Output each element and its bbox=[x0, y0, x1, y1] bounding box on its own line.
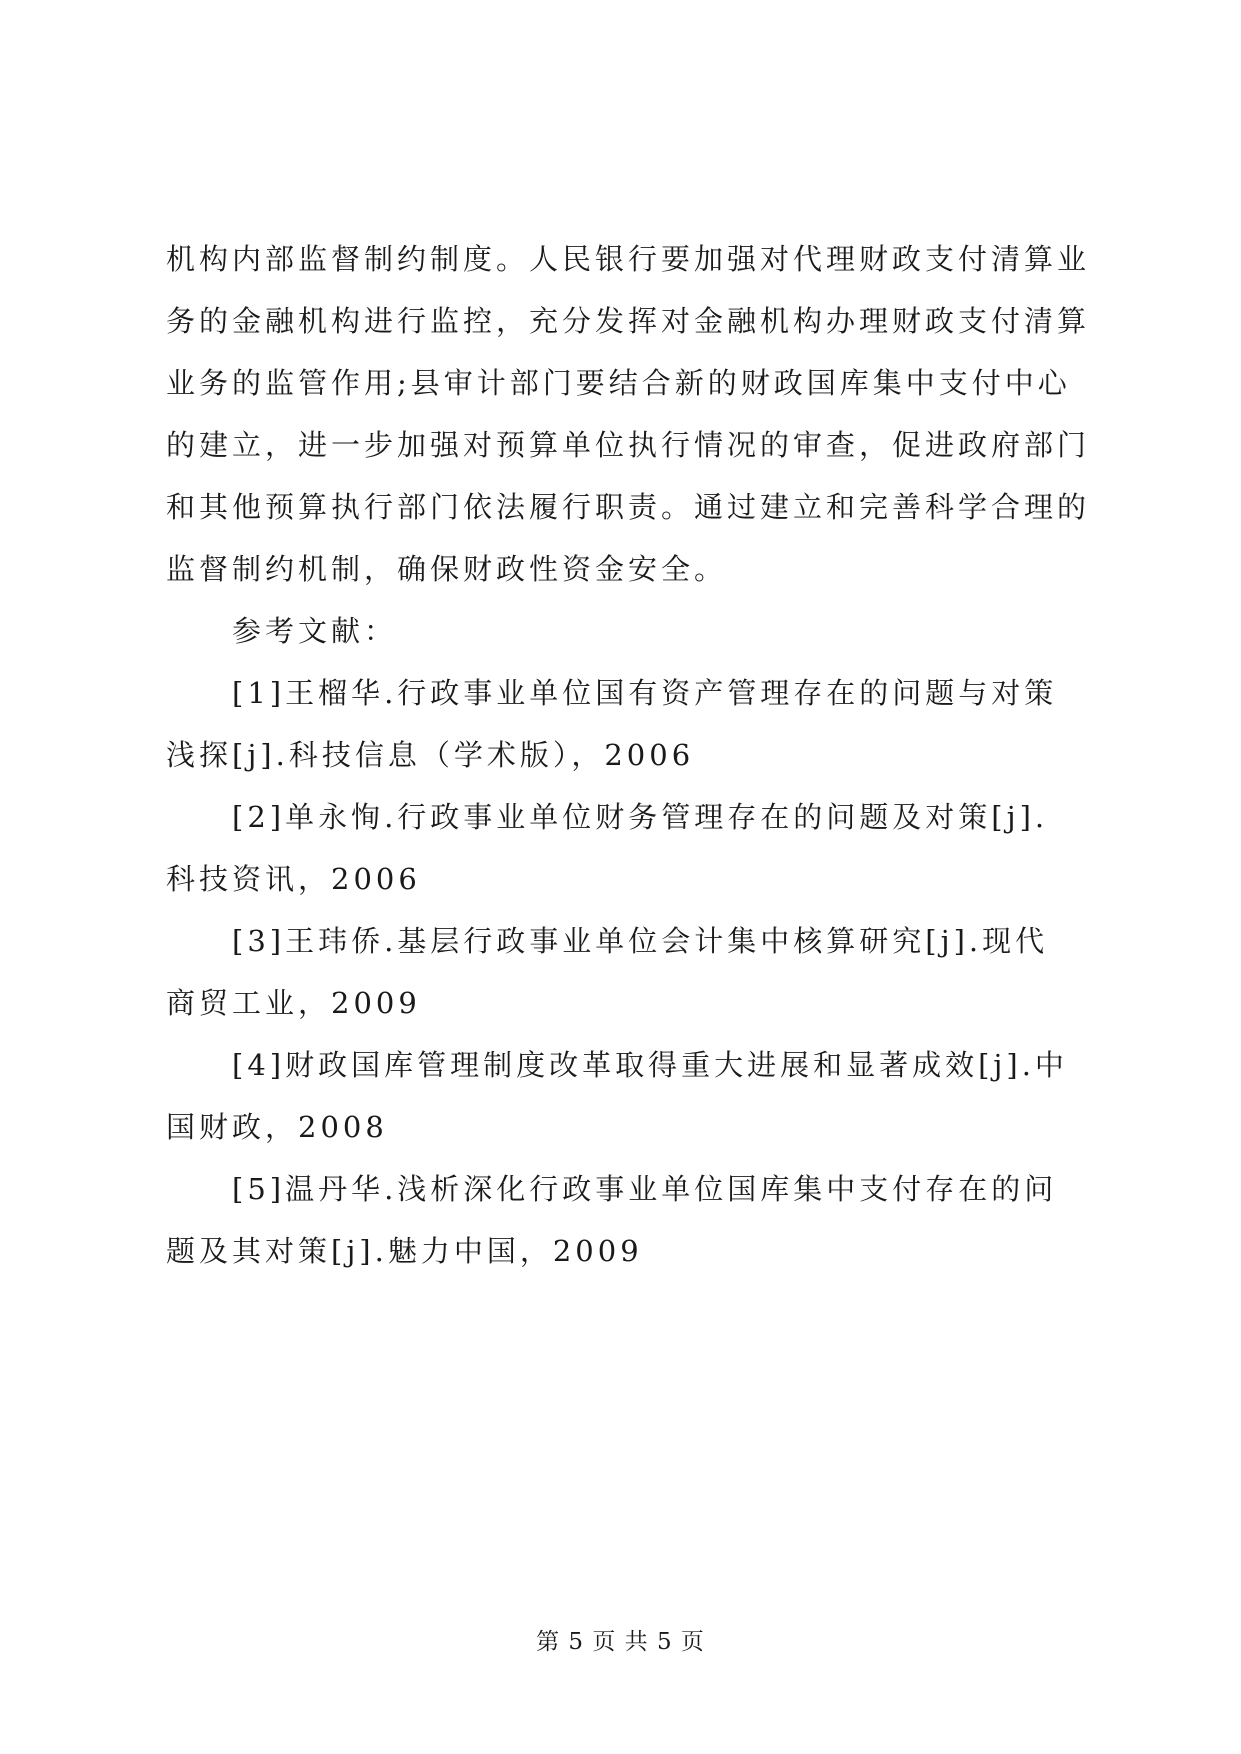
reference-line: [4]财政国库管理制度改革取得重大进展和显著成效[j].中 bbox=[232, 1048, 1068, 1082]
reference-line: 国财政，2008 bbox=[166, 1110, 388, 1144]
body-line: 务的金融机构进行监控，充分发挥对金融机构办理财政支付清算 bbox=[166, 304, 1091, 338]
body-line: 的建立，进一步加强对预算单位执行情况的审查，促进政府部门 bbox=[166, 428, 1091, 462]
body-line: 和其他预算执行部门依法履行职责。通过建立和完善科学合理的 bbox=[166, 490, 1091, 524]
reference-line: 浅探[j].科技信息（学术版），2006 bbox=[166, 738, 695, 772]
body-line: 机构内部监督制约制度。人民银行要加强对代理财政支付清算业 bbox=[166, 242, 1091, 276]
reference-line: 题及其对策[j].魅力中国，2009 bbox=[166, 1234, 643, 1268]
body-line: 业务的监管作用;县审计部门要结合新的财政国库集中支付中心 bbox=[166, 366, 1071, 400]
reference-item bbox=[166, 1158, 1081, 1282]
reference-line: [3]王玮侨.基层行政事业单位会计集中核算研究[j].现代 bbox=[232, 924, 1049, 958]
reference-line: [2]单永恂.行政事业单位财务管理存在的问题及对策[j]. bbox=[232, 800, 1049, 834]
reference-item bbox=[166, 1034, 1081, 1158]
reference-item bbox=[166, 910, 1081, 1034]
reference-line: 科技资讯，2006 bbox=[166, 862, 421, 896]
references-heading-block bbox=[166, 600, 1081, 662]
page-footer: 第 5 页 共 5 页 bbox=[536, 1629, 705, 1655]
reference-item bbox=[166, 662, 1081, 786]
reference-line: [1]王榴华.行政事业单位国有资产管理存在的问题与对策 bbox=[232, 676, 1058, 710]
references-heading: 参考文献： bbox=[232, 614, 398, 648]
body-line: 监督制约机制，确保财政性资金安全。 bbox=[166, 552, 728, 586]
reference-line: [5]温丹华.浅析深化行政事业单位国库集中支付存在的问 bbox=[232, 1172, 1058, 1206]
body-paragraph bbox=[166, 228, 1091, 600]
reference-item bbox=[166, 786, 1081, 910]
document-body bbox=[166, 228, 1091, 1282]
reference-line: 商贸工业，2009 bbox=[166, 986, 421, 1020]
